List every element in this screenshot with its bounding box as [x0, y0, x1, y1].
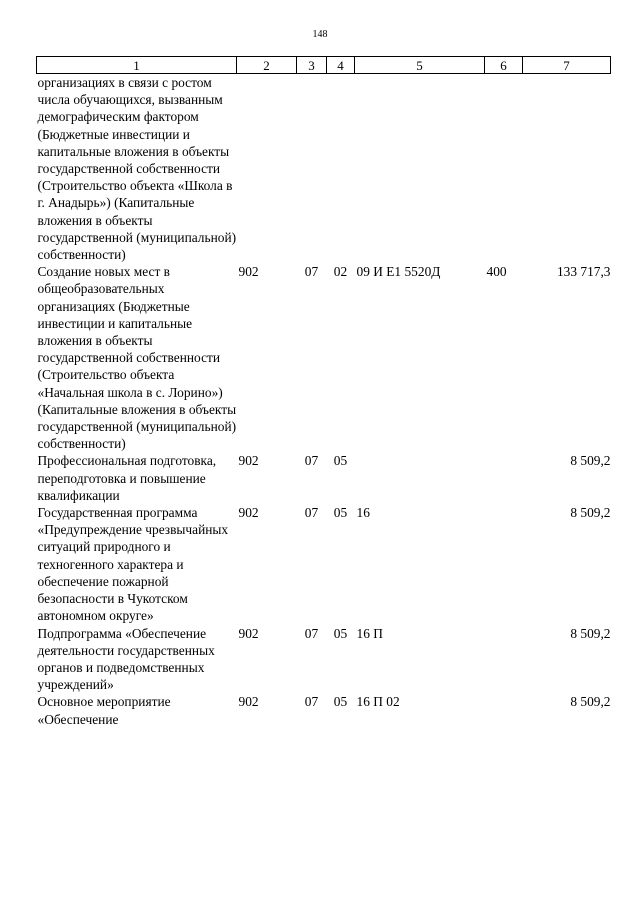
- row-subsection-code: 02: [333, 264, 348, 280]
- row-target-article: 16 П: [356, 625, 383, 641]
- column-header-7: 7: [523, 57, 611, 74]
- table-row: [37, 74, 611, 264]
- row-target-article: 09 И Е1 5520Д: [356, 264, 441, 280]
- column-header-5: 5: [355, 57, 485, 74]
- row-expense-type: [485, 693, 523, 727]
- page-number: 148: [312, 29, 328, 40]
- row-subsection-code: 05: [333, 505, 348, 521]
- row-target-article: [355, 74, 485, 264]
- column-header-2: 2: [237, 57, 297, 74]
- table-row: [37, 263, 611, 452]
- row-name: Подпрограмма «Обеспечение деятельности государственных органов и подведомственных учреждений»: [37, 625, 215, 693]
- row-amount: 8 509,2: [570, 453, 611, 469]
- table-row: [37, 504, 611, 624]
- column-header-3: 3: [297, 57, 327, 74]
- row-ministry-code: 902: [238, 453, 259, 469]
- row-expense-type: [485, 74, 523, 264]
- row-target-article: 16 П 02: [356, 694, 400, 710]
- row-name: Государственная программа «Предупреждение чрезвычайных ситуаций природного и техногенного характера и обеспечение пожарной безопасности в Чукотском автономном округе»: [37, 505, 229, 624]
- row-subsection-code: 05: [333, 453, 348, 469]
- table-row: [37, 693, 611, 727]
- row-name: Создание новых мест в общеобразовательных организациях (Бюджетные инвестиции и капитальные вложения в объекты государственной собственности (Строительство объекта «Начальная школа в с. Лорино») (Капитальные вложения в объекты государственной (муниципальной) собственности): [37, 264, 237, 452]
- column-header-4: 4: [327, 57, 355, 74]
- row-name: организациях в связи с ростом числа обучающихся, вызванным демографическим фактором (Бюджетные инвестиции и капитальные вложения в объекты государственной собственности (Строительство объекта «Школа в г. Анадырь») (Капитальные вложения в объекты государственной (муниципальной) собственности): [37, 75, 237, 263]
- row-section-code: [297, 74, 327, 264]
- row-expense-type: [485, 504, 523, 624]
- row-section-code: 07: [304, 625, 319, 641]
- row-subsection-code: 05: [333, 625, 348, 641]
- table-row: [37, 452, 611, 504]
- row-amount: 8 509,2: [570, 694, 611, 710]
- column-header-1: 1: [37, 57, 237, 74]
- row-section-code: 07: [304, 505, 319, 521]
- column-header-6: 6: [485, 57, 523, 74]
- row-subsection-code: 05: [333, 694, 348, 710]
- row-name: Профессиональная подготовка, переподготовка и повышение квалификации: [37, 453, 217, 503]
- table-row: [37, 625, 611, 694]
- row-amount: [523, 74, 611, 264]
- row-target-article: 16: [356, 505, 370, 521]
- row-amount: 8 509,2: [570, 505, 611, 521]
- row-ministry-code: 902: [238, 505, 259, 521]
- row-section-code: 07: [304, 694, 319, 710]
- row-target-article: [355, 452, 485, 504]
- row-section-code: 07: [304, 264, 319, 280]
- row-expense-type: 400: [486, 264, 507, 280]
- row-expense-type: [485, 452, 523, 504]
- row-ministry-code: [237, 74, 297, 264]
- row-ministry-code: 902: [238, 694, 259, 710]
- header-row: [37, 57, 611, 74]
- row-section-code: 07: [304, 453, 319, 469]
- row-expense-type: [485, 625, 523, 694]
- row-amount: 133 717,3: [556, 264, 611, 280]
- row-ministry-code: 902: [238, 625, 259, 641]
- budget-table: [36, 56, 611, 728]
- row-ministry-code: 902: [238, 264, 259, 280]
- row-subsection-code: [327, 74, 355, 264]
- row-name: Основное мероприятие «Обеспечение: [37, 694, 171, 727]
- row-amount: 8 509,2: [570, 625, 611, 641]
